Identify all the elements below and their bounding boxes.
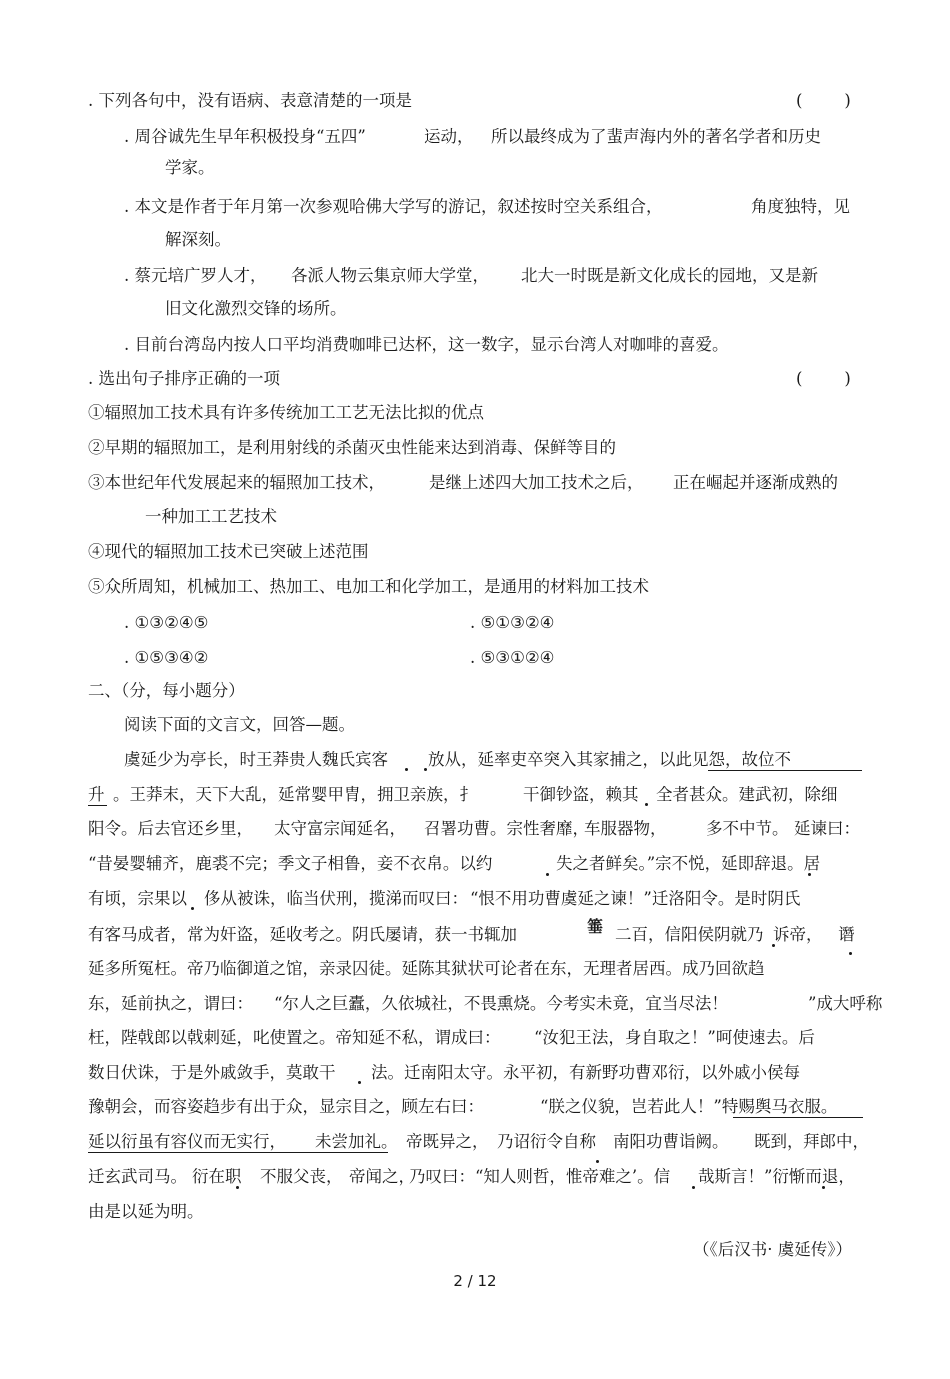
emphasis-dot xyxy=(645,803,648,806)
option-d-line1: . 目前台湾岛内按人口平均消费咖啡已达杯，这一数字，显示台湾人对咖啡的喜爱。 xyxy=(124,335,729,354)
emphasis-dot xyxy=(546,873,549,876)
underline-1 xyxy=(708,770,862,771)
emphasis-dot xyxy=(596,1160,599,1163)
option-b-line1: . 本文是作者于年月第一次参观哈佛大学写的游记，叙述按时空关系组合， 角度独特，见 xyxy=(124,197,850,216)
emphasis-dot xyxy=(191,907,194,910)
emphasis-dot xyxy=(822,1186,825,1189)
passage-line-10: 数日伏诛，于是外戚敛手，莫敢干 法。迁南阳太守。永平初，有新野功曹邓衍，以外戚小侯每 xyxy=(88,1063,800,1082)
choice-a: . ①③②④⑤ xyxy=(124,613,209,632)
passage-line-8: 东，延前执之，谓曰： “尔人之巨蠹，久依城社，不畏熏烧。今考实未竟，宜当尽法！ ”成大呼称 xyxy=(88,994,883,1013)
question-a-stem: . 下列各句中，没有语病、表意清楚的一项是 xyxy=(88,91,412,110)
passage-line-6: 有客马成者，常为奸盗，延收考之。阴氏屡请，获一书辄加 二百，信阳侯阴就乃 诉帝， 谮 xyxy=(88,925,855,944)
choice-b: . ⑤①③②④ xyxy=(470,613,555,632)
section-heading: 二、（分，每小题分） xyxy=(88,681,245,700)
option-a-line2: 学家。 xyxy=(165,158,215,177)
emphasis-dot xyxy=(808,873,811,876)
choice-d: . ⑤③①②④ xyxy=(470,648,555,667)
page-number: 2 / 12 xyxy=(453,1272,497,1290)
underline-4 xyxy=(88,1152,388,1153)
passage-line-3: 阳令。后去官还乡里， 太守富宗闻延名， 召署功曹。宗性奢靡， 车服器物， 多不中节。 延谏曰： xyxy=(88,819,860,838)
emphasis-dot xyxy=(424,768,427,771)
passage-line-13: 迁玄武司马。 衍在职 不服父丧， 帝闻之， 乃叹曰：“知人则哲，惟帝难之’。信 哉斯言！”衍惭而退， xyxy=(88,1167,855,1186)
emphasis-dot xyxy=(772,944,775,947)
option-b-line2: 解深刻。 xyxy=(165,230,231,249)
emphasis-dot xyxy=(692,1186,695,1189)
sentence-5: ⑤众所周知，机械加工、热加工、电加工和化学加工，是通用的材料加工技术 xyxy=(88,577,649,596)
option-c-line2: 旧文化激烈交锋的场所。 xyxy=(165,299,347,318)
passage-line-11: 豫朝会，而容姿趋步有出于众，显宗目之，顾左右曰： “朕之仪貌，岂若此人！”特赐舆马衣服。 xyxy=(88,1097,838,1116)
sentence-4: ④现代的辐照加工技术已突破上述范围 xyxy=(88,542,369,561)
sentence-3-line1: ③本世纪年代发展起来的辐照加工技术， 是继上述四大加工技术之后， 正在崛起并逐渐成熟的 xyxy=(88,473,838,492)
passage-line-9: 枉，陛戟郎以戟刺延，叱使置之。帝知延不私，谓成曰： “汝犯王法，身自取之！”呵使速去。后 xyxy=(88,1028,815,1047)
sentence-3-line2: 一种加工工艺技术 xyxy=(145,507,277,526)
passage-line-14: 由是以延为明。 xyxy=(88,1202,204,1221)
question-b-answer-paren: ( ) xyxy=(796,369,851,388)
source-citation: （《后汉书· 虞延传》） xyxy=(693,1240,852,1259)
passage-line-12: 延以衍虽有容仪而无实行， 未尝加礼。 帝既异之， 乃诏衍令自称 南阳功曹诣阙。 既到， 拜郎中， xyxy=(88,1132,869,1151)
variant-glyph: 箠 xyxy=(587,917,604,936)
underline-2 xyxy=(88,805,107,806)
passage-line-1: 虞延少为亭长，时王莽贵人魏氏宾客 放从，延率吏卒突入其家捕之，以此见怨，故位不 xyxy=(124,750,791,769)
underline-3 xyxy=(733,1117,863,1118)
emphasis-dot xyxy=(849,952,852,955)
question-a-answer-paren: ( ) xyxy=(796,91,851,110)
passage-line-5: 有顷，宗果以 侈从被诛，临当伏刑，揽涕而叹曰： “恨不用功曹虞延之谏！”迁洛阳令。是时阴氏 xyxy=(88,889,801,908)
emphasis-dot xyxy=(405,768,408,771)
choice-c: . ①⑤③④② xyxy=(124,648,209,667)
emphasis-dot xyxy=(236,1186,239,1189)
question-b-stem: . 选出句子排序正确的一项 xyxy=(88,369,280,388)
passage-line-4: “昔晏婴辅齐，鹿裘不完；季文子相鲁，妾不衣帛。以约 失之者鲜矣。”宗不悦，延即辞退。居 xyxy=(88,854,821,873)
option-a-line1: . 周谷诚先生早年积极投身“五四” 运动， 所以最终成为了蜚声海内外的著名学者和历史 xyxy=(124,127,821,146)
passage-line-7: 延多所冤枉。帝乃临御道之馆，亲录囚徒。延陈其狱状可论者在东，无理者居西。成乃回欲趋 xyxy=(88,959,765,978)
emphasis-dot xyxy=(358,1081,361,1084)
sentence-1: ①辐照加工技术具有许多传统加工工艺无法比拟的优点 xyxy=(88,403,484,422)
passage-line-2: 升 。王莽末，天下大乱，延常婴甲胄，拥卫亲族，扌 干御钞盗，赖其 全者甚众。建武初，除细 xyxy=(88,785,838,804)
option-c-line1: . 蔡元培广罗人才， 各派人物云集京师大学堂， 北大一时既是新文化成长的园地，又是新 xyxy=(124,266,818,285)
reading-instruction: 阅读下面的文言文，回答—题。 xyxy=(124,715,355,734)
sentence-2: ②早期的辐照加工，是利用射线的杀菌灭虫性能来达到消毒、保鲜等目的 xyxy=(88,438,616,457)
